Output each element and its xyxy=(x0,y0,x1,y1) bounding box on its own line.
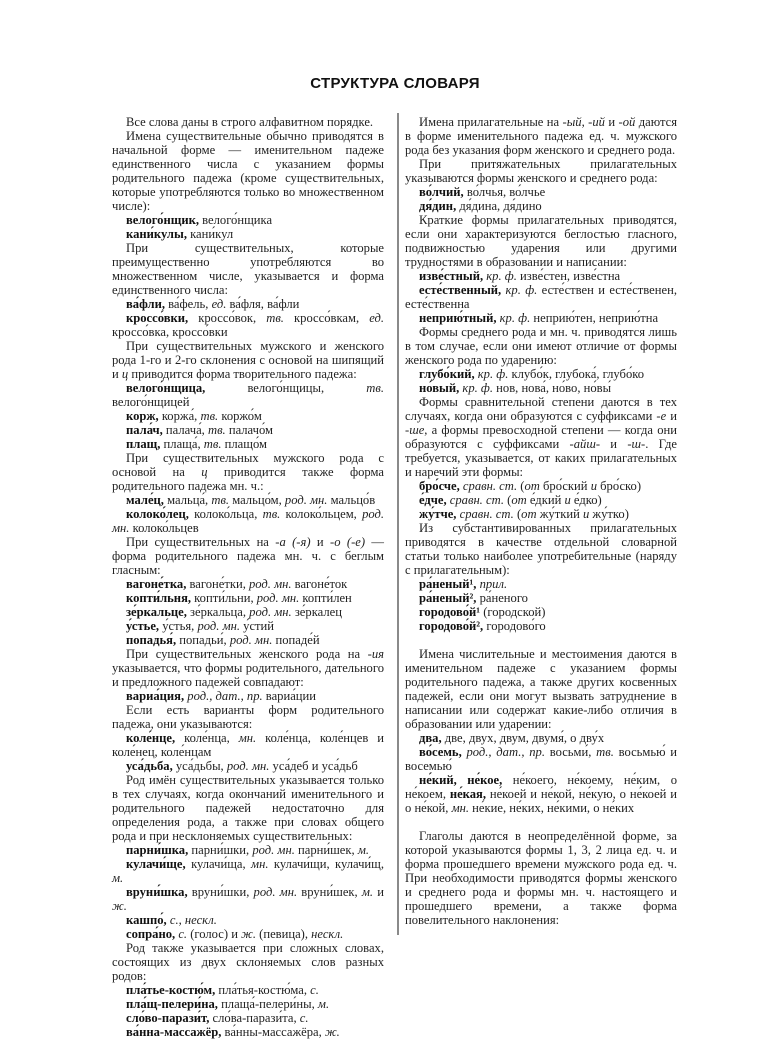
text: жу́тко) xyxy=(589,507,629,521)
dictionary-example xyxy=(112,619,384,633)
paragraph xyxy=(405,829,677,927)
headword: неприю́тный, xyxy=(419,311,497,325)
grammar-label: ед. xyxy=(369,311,384,325)
dictionary-example xyxy=(405,493,677,507)
headword: есте́ственный, xyxy=(419,283,502,297)
grammar-label: от xyxy=(524,479,540,493)
headword: плащ, xyxy=(126,437,161,451)
dictionary-example xyxy=(405,507,677,521)
grammar-label: с. xyxy=(178,927,188,941)
dictionary-example xyxy=(112,983,384,997)
grammar-label: тв. xyxy=(596,745,614,759)
grammar-label: кр. ф. xyxy=(474,367,509,381)
text: вариа́ции xyxy=(262,689,317,703)
text: клубо́к, глубока́, глубо́ко xyxy=(508,367,645,381)
text: восьмью́ и восемью́ xyxy=(405,745,677,773)
dictionary-example xyxy=(112,1025,384,1039)
text: мальцо́в xyxy=(327,493,376,507)
dictionary-example xyxy=(112,577,384,591)
text: и xyxy=(373,885,385,899)
paragraph xyxy=(112,339,384,381)
dictionary-example xyxy=(112,927,384,941)
headword: кулачи́ще, xyxy=(126,857,186,871)
grammar-label: м. xyxy=(317,997,330,1011)
headword: е́дче, xyxy=(419,493,447,507)
grammar-label: род. мн. xyxy=(226,759,270,773)
text: При притяжательных прилагательных указываются формы женского и среднего рода: xyxy=(405,157,677,185)
grammar-label: мн. xyxy=(451,801,470,815)
text: кроссо́вкам, xyxy=(283,311,370,325)
headword: парни́шка, xyxy=(126,843,189,857)
dictionary-example xyxy=(112,507,384,535)
headword: сопра́но, xyxy=(126,927,176,941)
section-gap xyxy=(405,633,677,647)
text: вруни́шки, xyxy=(187,885,254,899)
text: плаща́, xyxy=(160,437,204,451)
dictionary-example xyxy=(112,311,384,339)
text: и xyxy=(310,535,331,549)
paragraph xyxy=(405,521,677,577)
paragraph xyxy=(405,213,677,269)
headword: пала́ч, xyxy=(126,423,163,437)
text: изве́стен, изве́стна xyxy=(516,269,621,283)
grammar-label: сравн. ст. xyxy=(456,507,514,521)
dictionary-example xyxy=(112,605,384,619)
paragraph xyxy=(112,773,384,843)
text: приводится также форма родительного падежа мн. ч.: xyxy=(112,465,384,493)
dictionary-example xyxy=(112,857,384,885)
text: коле́нца, xyxy=(175,731,239,745)
text: указывается, что формы родительного, дательного и предложного падежей совпадают: xyxy=(112,661,384,689)
headword: глубо́кий, xyxy=(419,367,475,381)
grammar-label: род. мн. xyxy=(229,633,273,647)
headword: вариа́ция, xyxy=(126,689,185,703)
text: вагоне́тки, xyxy=(186,577,249,591)
headword: колоко́лец, xyxy=(126,507,189,521)
text: жу́ткий xyxy=(536,507,583,521)
dictionary-example xyxy=(405,199,677,213)
grammar-label: -ше xyxy=(405,423,425,437)
grammar-label: сравн. ст. xyxy=(459,479,518,493)
text: восьми́, xyxy=(545,745,597,759)
grammar-label: прил. xyxy=(476,577,508,591)
text: коле́нца, коле́нцев и коле́нец, коле́нцам xyxy=(112,731,385,759)
text: ва́фель, xyxy=(164,297,212,311)
grammar-label: ц xyxy=(121,367,129,381)
text: колоко́льца, xyxy=(188,507,263,521)
text: попадьи́, xyxy=(176,633,230,647)
text: мальцо́м, xyxy=(229,493,285,507)
dictionary-example xyxy=(405,731,677,745)
text: ра́неного xyxy=(476,591,528,605)
headword: городово́й¹ xyxy=(419,605,481,619)
text: ( xyxy=(517,479,525,493)
grammar-label: тв. xyxy=(203,437,222,451)
headword: кроссо́вки, xyxy=(126,311,189,325)
headword: жу́тче, xyxy=(419,507,457,521)
grammar-label: м. xyxy=(361,885,374,899)
paragraph xyxy=(405,325,677,367)
text: вагоне́ток xyxy=(291,577,348,591)
text: бро́ский xyxy=(539,479,591,493)
text: При существительных, которые преимущественно употребляются во множественном числе, указывается и форма единственного числа: xyxy=(112,241,384,297)
text: Род также указывается при сложных словах, состоящих из двух склоняемых слов разных родов: xyxy=(112,941,384,983)
headword: не́кий, не́кое, xyxy=(419,773,503,787)
text: (певица), xyxy=(255,927,312,941)
page-title: СТРУКТУРА СЛОВАРЯ xyxy=(310,75,480,92)
grammar-label: и xyxy=(590,479,597,493)
headword: у́стье, xyxy=(126,619,160,633)
text: Из субстантивированных прилагательных приводятся в качестве отдельной словарной статьи только наиболее употребительные (наряду с прилагательным): xyxy=(405,521,677,577)
grammar-label: и xyxy=(564,493,571,507)
dictionary-example xyxy=(112,591,384,605)
grammar-label: от xyxy=(521,507,537,521)
text: копти́льни, xyxy=(191,591,257,605)
text: (голос) и xyxy=(187,927,242,941)
grammar-label: род., дат., пр. xyxy=(466,745,545,759)
grammar-label: тв. xyxy=(366,381,384,395)
dictionary-example xyxy=(112,227,384,241)
grammar-label: мн. xyxy=(251,857,269,871)
dictionary-example xyxy=(405,479,677,493)
text: е́дкий xyxy=(526,493,565,507)
grammar-label: ед. xyxy=(211,297,227,311)
grammar-label: от xyxy=(511,493,527,507)
text: городово́го xyxy=(483,619,546,633)
dictionary-example xyxy=(112,759,384,773)
dictionary-example xyxy=(112,731,384,759)
text: Формы среднего рода и мн. ч. приводятся лишь в том случае, если они имеют отличие от формы женского рода по ударению: xyxy=(405,325,677,367)
text: палача́, xyxy=(162,423,208,437)
text: Все слова даны в строго алфавитном порядке. xyxy=(126,115,374,129)
dictionary-example xyxy=(405,745,677,773)
text: — форма родительного падежа мн. ч. с беглым гласным: xyxy=(112,535,385,577)
text: Формы сравнительной степени даются в тех случаях, когда они образуются с суффиксами xyxy=(405,395,677,423)
text: копти́лен xyxy=(299,591,352,605)
grammar-label: с. xyxy=(299,1011,309,1025)
dictionary-example xyxy=(112,213,384,227)
text: зе́ркалец xyxy=(291,605,342,619)
section-gap xyxy=(405,815,677,829)
grammar-label: тв. xyxy=(207,423,226,437)
dictionary-example xyxy=(112,437,384,451)
text: кулачи́щи, кулачи́щ, xyxy=(268,857,384,871)
dictionary-example xyxy=(112,423,384,437)
dictionary-example xyxy=(112,689,384,703)
grammar-label: кр. ф. xyxy=(459,381,494,395)
headword: вруни́шка, xyxy=(126,885,188,899)
text: При существительных мужского и женского рода 1-го и 2-го склонения с основой на шипящий и xyxy=(112,339,384,381)
text: зе́ркальца, xyxy=(186,605,250,619)
text: не́кие, не́ких, не́кими, о не́ких xyxy=(469,801,635,815)
dictionary-example xyxy=(112,381,384,409)
text: бро́ско) xyxy=(596,479,642,493)
text: во́лчья, во́лчье xyxy=(463,185,546,199)
dictionary-example xyxy=(405,773,677,815)
text: Род имён существительных указывается только в тех случаях, когда окончаний именительного и родительного падежей недостаточно для определения рода, а также при словах общего рода и при несклоняемых существительных: xyxy=(112,773,384,843)
text: сло́ва-парази́та, xyxy=(209,1011,300,1025)
text: попаде́й xyxy=(272,633,320,647)
dictionary-example xyxy=(405,591,677,605)
text: дя́дина, дя́дино xyxy=(456,199,542,213)
grammar-label: род., дат., пр. xyxy=(187,689,263,703)
grammar-label: м. xyxy=(112,871,124,885)
grammar-label: род. мн. xyxy=(256,591,300,605)
headword: кашпо́, xyxy=(126,913,167,927)
text: кроссо́вок, xyxy=(188,311,267,325)
text: плащо́м xyxy=(221,437,267,451)
dictionary-example xyxy=(112,997,384,1011)
headword: ра́неный¹, xyxy=(419,577,477,591)
paragraph xyxy=(112,941,384,983)
text: (городской) xyxy=(480,605,546,619)
text: коржа́, xyxy=(158,409,201,423)
dictionary-example xyxy=(112,913,384,927)
text: две, двух, двум, двумя́, о дву́х xyxy=(441,731,605,745)
text: кроссо́вка, кроссо́вки xyxy=(112,325,228,339)
text: неприю́тен, неприю́тна xyxy=(530,311,659,325)
dictionary-example xyxy=(112,633,384,647)
headword: копти́льня, xyxy=(126,591,192,605)
grammar-label: -ый, -ий xyxy=(562,115,605,129)
dictionary-example xyxy=(405,381,677,395)
text: и xyxy=(600,437,628,451)
grammar-label: тв. xyxy=(266,311,284,325)
text: и xyxy=(604,115,619,129)
paragraph xyxy=(405,115,677,157)
grammar-label: -а (-я) xyxy=(275,535,311,549)
headword: пла́щ-пелери́на, xyxy=(126,997,218,1011)
paragraph xyxy=(112,115,384,129)
text: не́коего, не́коему, не́ким, о не́коем, xyxy=(405,773,678,801)
text: Глаголы даются в неопределённой форме, за которой указываются формы 1, 3, 2 лица ед. ч. и форма прошедшего времени мужского рода ед. ч. При необходимости приводятся формы женского и среднего рода и формы мн. ч. настоящего и прошедшего времени, а также форма повелительного наклонения: xyxy=(405,829,677,927)
headword: сло́во-парази́т, xyxy=(126,1011,210,1025)
grammar-label: нескл. xyxy=(311,927,344,941)
headword: зе́ркальце, xyxy=(126,605,187,619)
text: велого́нщика xyxy=(199,213,273,227)
text: кулачи́ща, xyxy=(185,857,252,871)
dictionary-example xyxy=(112,297,384,311)
text: есте́ствен и есте́ственен, есте́ственна xyxy=(405,283,677,311)
headword: пла́тье-костю́м, xyxy=(126,983,216,997)
grammar-label: кр. ф. xyxy=(483,269,517,283)
grammar-label: -е xyxy=(656,409,667,423)
grammar-label: ж. xyxy=(241,927,256,941)
text: нов, нова́, но́во, но́вы́ xyxy=(493,381,612,395)
headword: не́кая, xyxy=(449,787,486,801)
paragraph xyxy=(112,129,384,213)
headword: во́семь, xyxy=(419,745,462,759)
text: вруни́шек, xyxy=(297,885,362,899)
grammar-label: род. мн. xyxy=(284,493,328,507)
dictionary-example xyxy=(405,185,677,199)
headword: вагоне́тка, xyxy=(126,577,187,591)
text: Имена прилагательные на xyxy=(419,115,563,129)
text: При существительных женского рода на xyxy=(126,647,368,661)
headword: но́вый, xyxy=(419,381,460,395)
headword: изве́стный, xyxy=(419,269,484,283)
dictionary-example xyxy=(112,1011,384,1025)
text: у́стья, xyxy=(159,619,198,633)
text: колоко́льцев xyxy=(129,521,199,535)
grammar-label: -ш- xyxy=(627,437,646,451)
paragraph xyxy=(405,157,677,185)
headword: ра́неный², xyxy=(419,591,477,605)
text: приводится форма творительного падежа: xyxy=(128,367,357,381)
grammar-label: тв. xyxy=(211,493,230,507)
text: и xyxy=(666,409,677,423)
paragraph xyxy=(112,451,384,493)
grammar-label: -ия xyxy=(367,647,384,661)
headword: мале́ц, xyxy=(126,493,164,507)
text: даются в форме именительного падежа ед. ч. мужского рода без указания форм женского и среднего рода. xyxy=(405,115,677,157)
grammar-label: род. мн. xyxy=(252,843,295,857)
grammar-label: с. xyxy=(310,983,319,997)
text: палачо́м xyxy=(225,423,274,437)
headword: кани́кулы, xyxy=(126,227,187,241)
text: у́стий xyxy=(240,619,275,633)
text: ва́нны-массажёра, xyxy=(221,1025,325,1039)
grammar-label: тв. xyxy=(262,507,281,521)
grammar-label: мн. xyxy=(238,731,257,745)
text: уса́деб и уса́дьб xyxy=(269,759,358,773)
headword: дя́дин, xyxy=(419,199,457,213)
grammar-label: сравн. ст. xyxy=(446,493,504,507)
grammar-label: род. мн. xyxy=(253,885,298,899)
headword: коле́нце, xyxy=(126,731,176,745)
text: ва́фля, ва́фли xyxy=(226,297,300,311)
dictionary-example xyxy=(112,885,384,913)
grammar-label: ц xyxy=(201,465,208,479)
headword: ва́фли, xyxy=(126,297,165,311)
grammar-label: род. мн. xyxy=(112,507,385,535)
text: мальца́, xyxy=(163,493,212,507)
text: пла́тья-костю́ма, xyxy=(215,983,311,997)
text: , а формы превосходной степени — когда они образуются с суффиксами xyxy=(405,423,677,451)
grammar-label: с., нескл. xyxy=(169,913,217,927)
headword: два, xyxy=(419,731,442,745)
text: Краткие формы прилагательных приводятся, если они характеризуются беглостью гласного, подвижностью ударения или другими трудностями в образовании и написании: xyxy=(405,213,677,269)
grammar-label: м. xyxy=(357,843,370,857)
text: Если есть варианты форм родительного падежа, они указываются: xyxy=(112,703,384,731)
headword: велого́нщица, xyxy=(126,381,206,395)
paragraph xyxy=(112,535,384,577)
text: плаща́-пелери́ны, xyxy=(217,997,318,1011)
headword: во́лчий, xyxy=(419,185,464,199)
text: Имена числительные и местоимения даются в именительном падеже с указанием формы родительного падежа, а также других косвенных падежей, если они могут вызвать затруднение в написании или содержат какие-либо отличия в образовании или ударении: xyxy=(405,647,677,731)
text: . Где требуется, указывается, от каких прилагательных и наречий эти формы: xyxy=(405,437,677,479)
paragraph xyxy=(112,241,384,297)
dictionary-example xyxy=(405,605,677,619)
grammar-label: кр. ф. xyxy=(496,311,531,325)
text: уса́дьбы, xyxy=(172,759,227,773)
grammar-label: -айш- xyxy=(569,437,601,451)
paragraph xyxy=(112,703,384,731)
grammar-label: -о (-е) xyxy=(330,535,366,549)
dictionary-example xyxy=(405,367,677,381)
dictionary-example xyxy=(112,843,384,857)
right-column xyxy=(405,115,677,927)
text: ( xyxy=(513,507,522,521)
grammar-label: ж. xyxy=(324,1025,340,1039)
dictionary-example xyxy=(112,409,384,423)
text: коржо́м xyxy=(218,409,262,423)
headword: попадья́, xyxy=(126,633,177,647)
dictionary-example xyxy=(405,311,677,325)
text: не́коей и не́кой, не́кую, о не́коей и о не́кой, xyxy=(405,787,678,815)
text: колоко́льцем, xyxy=(280,507,363,521)
dictionary-example xyxy=(405,577,677,591)
grammar-label: и xyxy=(582,507,590,521)
grammar-label: тв. xyxy=(200,409,219,423)
grammar-label: род. мн. xyxy=(249,605,292,619)
headword: городово́й², xyxy=(419,619,484,633)
paragraph xyxy=(405,395,677,479)
text: парни́шек, xyxy=(294,843,358,857)
paragraph xyxy=(405,647,677,731)
text: ( xyxy=(503,493,512,507)
left-column xyxy=(112,115,384,1039)
headword: корж, xyxy=(126,409,159,423)
dictionary-example xyxy=(112,493,384,507)
headword: бро́сче, xyxy=(419,479,460,493)
grammar-label: ж. xyxy=(112,899,127,913)
dictionary-example xyxy=(405,619,677,633)
dictionary-example xyxy=(405,283,677,311)
text: При существительных мужского рода с основой на xyxy=(112,451,384,479)
headword: велого́нщик, xyxy=(126,213,200,227)
text: парни́шки, xyxy=(188,843,253,857)
text: кани́кул xyxy=(186,227,234,241)
text: е́дко) xyxy=(570,493,602,507)
text: Имена существительные обычно приводятся в начальной форме — именительном падеже единственного числа с указанием формы родительного падежа (кроме существительных, которые употребляются только во множественном числе): xyxy=(112,129,384,213)
grammar-label: род. мн. xyxy=(197,619,240,633)
column-divider xyxy=(397,113,399,935)
headword: ва́нна-массажёр, xyxy=(126,1025,222,1039)
grammar-label: род. мн. xyxy=(249,577,292,591)
grammar-label: кр. ф. xyxy=(501,283,538,297)
text: велого́нщицей xyxy=(112,395,190,409)
text: велого́нщицы, xyxy=(205,381,367,395)
headword: уса́дьба, xyxy=(126,759,173,773)
grammar-label: -ой xyxy=(618,115,636,129)
paragraph xyxy=(112,647,384,689)
dictionary-example xyxy=(405,269,677,283)
text: При существительных на xyxy=(126,535,276,549)
